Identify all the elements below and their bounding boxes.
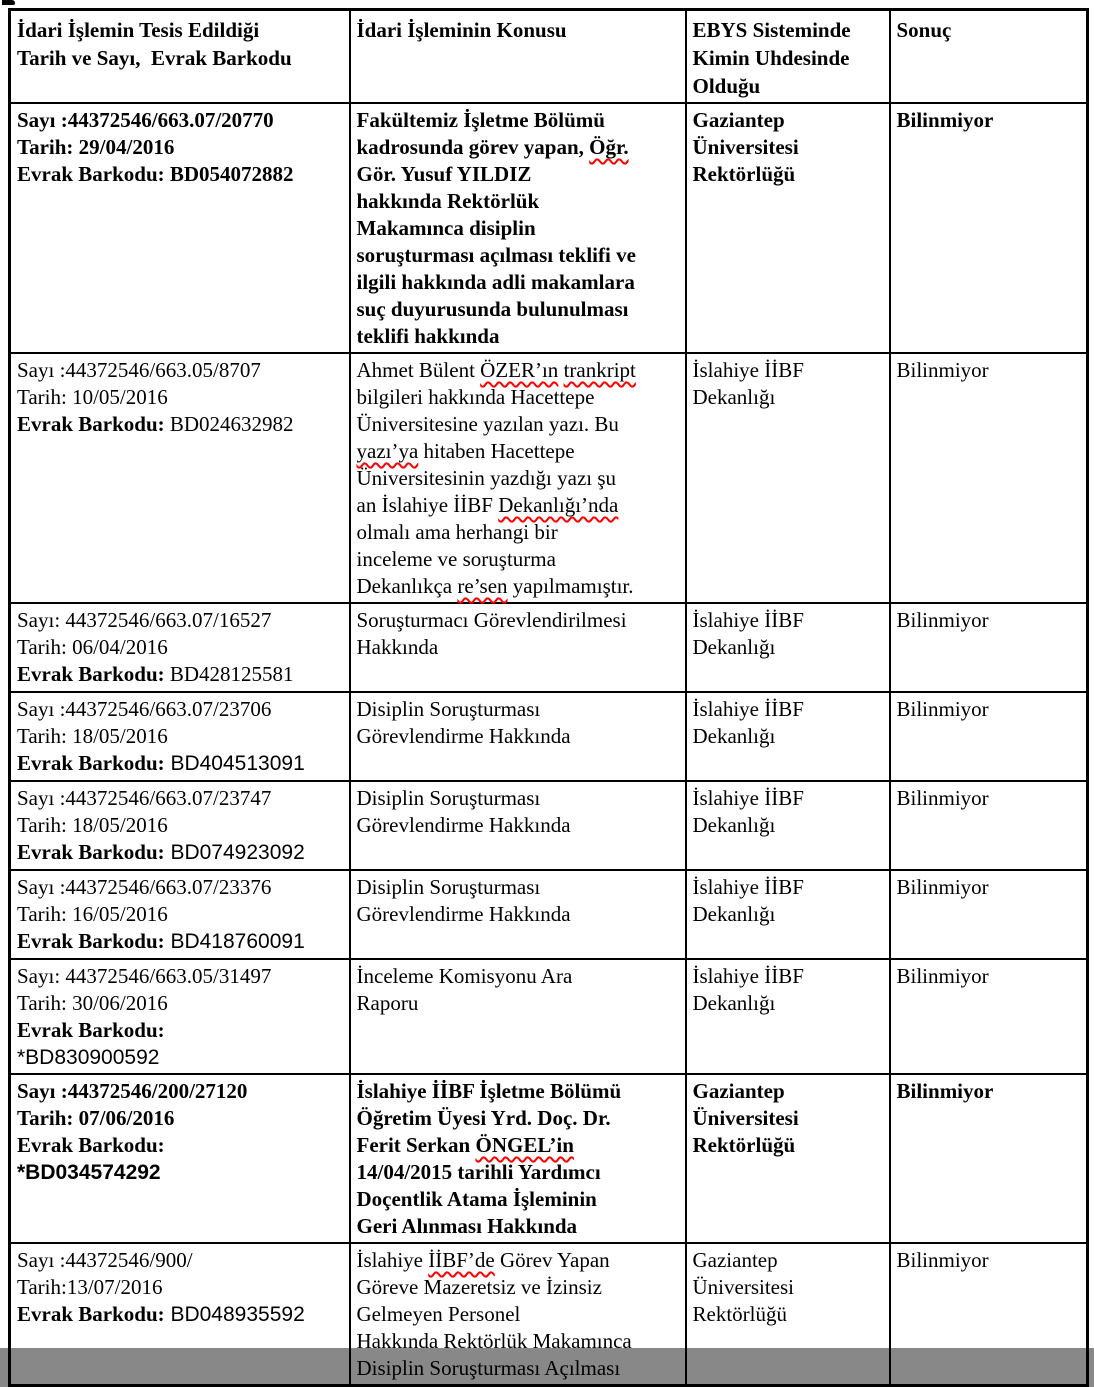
text-line	[357, 1078, 679, 1105]
text-line	[357, 269, 679, 296]
cell-tarih-sayi	[10, 959, 350, 1074]
text-segment: Dekanlığı	[692, 991, 776, 1015]
text-segment: İslahiye İİBF	[692, 358, 804, 382]
text-segment: Gaziantep	[692, 1079, 785, 1103]
text-line	[17, 411, 343, 438]
text-segment: Soruşturmacı Görevlendirilmesi	[356, 608, 627, 632]
text-segment: Bilinmiyor	[896, 358, 989, 382]
text-segment: BD024632982	[164, 412, 294, 436]
text-line	[693, 161, 883, 188]
text-line	[693, 1105, 883, 1132]
text-line	[897, 874, 1081, 901]
text-segment: Sayı :44372546/663.05/8707	[17, 358, 261, 382]
spellcheck-squiggle-text: re’sen	[457, 574, 508, 598]
text-line	[17, 1274, 343, 1301]
text-segment: 14/04/2015 tarihli Yardımcı	[356, 1160, 601, 1184]
text-segment: Makamınca disiplin	[356, 216, 536, 240]
text-line	[357, 723, 679, 750]
table-row	[10, 870, 1088, 959]
table-row	[10, 103, 1088, 353]
text-segment: Bilinmiyor	[896, 1248, 989, 1272]
text-segment: Sayı :44372546/200/27120	[17, 1079, 248, 1103]
text-segment: ilgili hakkında adli makamlara	[356, 270, 635, 294]
text-line	[897, 696, 1081, 723]
table-row	[10, 1074, 1088, 1243]
text-segment: yapılmamıştır.	[507, 574, 634, 598]
cell-konu	[350, 103, 686, 353]
text-segment: Geri Alınması Hakkında	[356, 1214, 578, 1238]
table-row	[10, 353, 1088, 603]
table-row	[10, 603, 1088, 692]
text-segment: İslahiye İİBF	[692, 875, 804, 899]
spellcheck-squiggle-text: trankript	[563, 358, 636, 382]
text-segment: Gelmeyen Personel	[356, 1302, 521, 1326]
table-row	[10, 692, 1088, 781]
text-segment: *BD830900592	[17, 1046, 160, 1069]
text-segment: Tarih: 18/05/2016	[17, 724, 168, 748]
cell-tarih-sayi	[10, 603, 350, 692]
text-line	[897, 785, 1081, 812]
text-line	[17, 812, 343, 839]
text-line	[357, 546, 679, 573]
text-segment: Tarih: 10/05/2016	[17, 385, 168, 409]
text-segment: hakkında Rektörlük	[356, 189, 540, 213]
column-header-tarih-sayi	[10, 10, 350, 104]
text-line	[693, 607, 883, 634]
cell-tarih-sayi	[10, 692, 350, 781]
text-line	[693, 785, 883, 812]
text-segment: Tarih: 30/06/2016	[17, 991, 168, 1015]
text-line	[357, 1301, 679, 1328]
table-header	[10, 10, 1088, 104]
text-segment: suç duyurusunda bulunulması	[356, 297, 629, 321]
table-row	[10, 959, 1088, 1074]
header-row	[10, 10, 1088, 104]
text-segment: Sayı :44372546/663.07/23706	[17, 697, 272, 721]
text-segment: İslahiye	[356, 1248, 429, 1272]
text-segment: Üniversitesinin yazdığı yazı şu	[356, 466, 617, 490]
text-line	[357, 323, 679, 350]
text-segment: Sonuç	[896, 18, 952, 42]
text-segment: Doçentlik Atama İşleminin	[356, 1187, 597, 1211]
text-line	[17, 1105, 343, 1132]
text-line	[17, 134, 343, 161]
text-segment: Sayı :44372546/663.07/23747	[17, 786, 272, 810]
text-line	[357, 492, 679, 519]
cell-tarih-sayi	[10, 353, 350, 603]
text-segment: Bilinmiyor	[896, 697, 989, 721]
text-segment: Evrak Barkodu:	[17, 751, 165, 775]
text-segment: Gaziantep	[692, 1248, 778, 1272]
table-row	[10, 781, 1088, 870]
text-segment: Evrak Barkodu:	[17, 1133, 165, 1157]
text-segment: Dekanlığı	[692, 724, 776, 748]
text-line	[357, 215, 679, 242]
text-segment: İslahiye İİBF	[692, 964, 804, 988]
cell-uhdesinde	[686, 781, 890, 870]
text-segment: Evrak Barkodu:	[17, 1302, 165, 1326]
text-line	[357, 16, 679, 44]
text-line	[693, 963, 883, 990]
cell-uhdesinde	[686, 1243, 890, 1386]
table-body	[10, 103, 1088, 1386]
text-segment: Üniversitesine yazılan yazı. Bu	[356, 412, 619, 436]
text-line	[357, 519, 679, 546]
text-line	[17, 161, 343, 188]
text-segment: İdari İşleminin Konusu	[356, 18, 567, 42]
text-segment: BD404513091	[164, 752, 305, 775]
text-line	[357, 1355, 679, 1382]
text-line	[17, 1301, 343, 1328]
cell-sonuc	[890, 692, 1088, 781]
text-line	[17, 723, 343, 750]
cell-konu	[350, 353, 686, 603]
spellcheck-squiggle-text: ÖNGEL’in	[475, 1133, 574, 1157]
text-line	[357, 696, 679, 723]
text-line	[357, 785, 679, 812]
text-line	[357, 296, 679, 323]
text-segment: teklifi hakkında	[356, 324, 500, 348]
text-segment: Tarih: 29/04/2016	[17, 135, 175, 159]
text-segment: İdari İşlemin Tesis Edildiği	[17, 18, 260, 42]
cell-konu	[350, 603, 686, 692]
text-line	[897, 607, 1081, 634]
text-line	[17, 1078, 343, 1105]
cell-konu	[350, 959, 686, 1074]
text-segment: Rektörlüğü	[692, 1133, 796, 1157]
text-segment: Göreve Mazeretsiz ve İzinsiz	[356, 1275, 602, 1299]
cell-sonuc	[890, 1243, 1088, 1386]
text-line	[17, 901, 343, 928]
text-segment: Kimin Uhdesinde	[692, 46, 850, 70]
text-segment: Sayı :44372546/663.07/20770	[17, 108, 274, 132]
text-segment: olmalı ama herhangi bir	[356, 520, 558, 544]
text-line	[17, 1159, 343, 1186]
text-line	[357, 1247, 679, 1274]
column-header-uhdesinde	[686, 10, 890, 104]
cell-sonuc	[890, 353, 1088, 603]
text-segment: Rektörlüğü	[692, 162, 796, 186]
text-line	[357, 1328, 679, 1355]
text-line	[357, 607, 679, 634]
text-line	[693, 1132, 883, 1159]
text-line	[693, 990, 883, 1017]
text-line	[693, 357, 883, 384]
text-line	[17, 785, 343, 812]
text-segment: Bilinmiyor	[896, 875, 989, 899]
text-line	[17, 384, 343, 411]
text-segment: Dekanlıkça	[356, 574, 458, 598]
text-segment: Disiplin Soruşturması	[356, 697, 541, 721]
text-segment: Evrak Barkodu:	[17, 662, 165, 686]
text-segment: Dekanlığı	[692, 635, 776, 659]
text-segment: İslahiye İİBF	[692, 786, 804, 810]
text-segment: Gaziantep	[692, 108, 785, 132]
cell-sonuc	[890, 870, 1088, 959]
text-segment: Disiplin Soruşturması Açılması	[356, 1356, 621, 1380]
text-segment: Tarih: 18/05/2016	[17, 813, 168, 837]
text-line	[357, 357, 679, 384]
text-line	[357, 107, 679, 134]
cell-tarih-sayi	[10, 1243, 350, 1386]
column-header-konu	[350, 10, 686, 104]
text-segment: Hakkında	[356, 635, 439, 659]
text-segment: Dekanlığı	[692, 813, 776, 837]
text-segment: Fakültemiz İşletme Bölümü	[356, 108, 605, 132]
cell-sonuc	[890, 781, 1088, 870]
text-segment: Üniversitesi	[692, 1106, 799, 1130]
text-line	[17, 107, 343, 134]
text-line	[357, 411, 679, 438]
text-line	[693, 1247, 883, 1274]
text-segment: Hakkında Rektörlük Makamınca	[356, 1329, 632, 1353]
text-line	[897, 107, 1081, 134]
text-line	[17, 750, 343, 777]
text-segment: Dekanlığı	[692, 385, 776, 409]
text-line	[693, 16, 883, 44]
cell-uhdesinde	[686, 692, 890, 781]
scan-artifact	[2, 0, 15, 5]
text-line	[693, 696, 883, 723]
text-segment: an İslahiye İİBF	[356, 493, 499, 517]
text-line	[357, 1274, 679, 1301]
text-segment: inceleme ve soruşturma	[356, 547, 556, 571]
spellcheck-squiggle-text: yazı’ya	[356, 439, 419, 463]
text-segment: BD048935592	[164, 1303, 305, 1326]
text-segment: Tarih:13/07/2016	[17, 1275, 163, 1299]
spellcheck-squiggle-text: ÖZER’ın	[480, 358, 559, 382]
text-segment: Sayı: 44372546/663.05/31497	[17, 964, 272, 988]
text-line	[357, 963, 679, 990]
spellcheck-squiggle-text: Öğr.	[589, 135, 629, 159]
text-line	[357, 812, 679, 839]
text-line	[357, 384, 679, 411]
text-line	[17, 1132, 343, 1159]
cell-tarih-sayi	[10, 103, 350, 353]
text-line	[357, 1132, 679, 1159]
text-segment: Dekanlığı	[692, 902, 776, 926]
text-line	[357, 634, 679, 661]
cell-sonuc	[890, 1074, 1088, 1243]
text-line	[17, 1044, 343, 1071]
text-line	[17, 16, 343, 44]
cell-sonuc	[890, 103, 1088, 353]
text-line	[357, 134, 679, 161]
text-line	[897, 357, 1081, 384]
text-segment: BD428125581	[164, 662, 294, 686]
text-line	[357, 874, 679, 901]
text-line	[357, 1105, 679, 1132]
text-line	[357, 438, 679, 465]
text-segment: Evrak Barkodu:	[17, 840, 165, 864]
cell-konu	[350, 1074, 686, 1243]
text-segment: Tarih: 06/04/2016	[17, 635, 168, 659]
text-segment: Üniversitesi	[692, 135, 799, 159]
column-header-sonuc	[890, 10, 1088, 104]
cell-konu	[350, 1243, 686, 1386]
text-segment: İslahiye İİBF	[692, 608, 804, 632]
text-line	[17, 928, 343, 955]
text-segment: Bilinmiyor	[896, 964, 989, 988]
text-line	[17, 839, 343, 866]
text-line	[693, 874, 883, 901]
document-table	[8, 8, 1089, 1387]
text-segment: Evrak Barkodu: BD054072882	[17, 162, 294, 186]
text-segment: Görev Yapan	[494, 1248, 610, 1272]
text-segment: Görevlendirme Hakkında	[356, 813, 571, 837]
cell-tarih-sayi	[10, 870, 350, 959]
cell-uhdesinde	[686, 959, 890, 1074]
text-segment: Evrak Barkodu:	[17, 412, 165, 436]
text-segment: Öğretim Üyesi Yrd. Doç. Dr.	[356, 1106, 611, 1130]
text-line	[357, 1159, 679, 1186]
text-line	[693, 72, 883, 100]
text-line	[897, 963, 1081, 990]
text-segment: Üniversitesi	[692, 1275, 794, 1299]
text-segment: Raporu	[356, 991, 419, 1015]
text-segment: Tarih: 16/05/2016	[17, 902, 168, 926]
cell-sonuc	[890, 959, 1088, 1074]
text-segment: Sayı :44372546/663.07/23376	[17, 875, 272, 899]
text-segment: Görevlendirme Hakkında	[356, 724, 571, 748]
text-segment: Sayı :44372546/900/	[17, 1248, 193, 1272]
text-line	[357, 1213, 679, 1240]
cell-tarih-sayi	[10, 1074, 350, 1243]
text-segment: soruşturması açılması teklifi ve	[356, 243, 636, 267]
text-line	[693, 134, 883, 161]
text-line	[357, 1186, 679, 1213]
text-segment: Görevlendirme Hakkında	[356, 902, 571, 926]
text-segment: Disiplin Soruşturması	[356, 786, 541, 810]
text-line	[693, 634, 883, 661]
text-segment: hitaben Hacettepe	[418, 439, 575, 463]
text-line	[17, 44, 343, 72]
text-segment: Tarih: 07/06/2016	[17, 1106, 175, 1130]
text-segment: İnceleme Komisyonu Ara	[356, 964, 573, 988]
text-line	[897, 16, 1081, 44]
text-segment: *BD034574292	[17, 1161, 161, 1184]
text-segment: Olduğu	[692, 74, 761, 98]
text-segment: Tarih ve Sayı, Evrak Barkodu	[17, 46, 292, 70]
text-segment: Ferit Serkan	[356, 1133, 476, 1157]
text-segment: Rektörlüğü	[692, 1302, 787, 1326]
text-segment: Bilinmiyor	[896, 608, 989, 632]
text-line	[17, 661, 343, 688]
text-line	[693, 384, 883, 411]
text-line	[17, 874, 343, 901]
cell-konu	[350, 781, 686, 870]
text-line	[357, 188, 679, 215]
text-line	[17, 1017, 343, 1044]
text-segment: Bilinmiyor	[896, 1079, 994, 1103]
text-line	[693, 723, 883, 750]
text-segment: EBYS Sisteminde	[692, 18, 851, 42]
text-segment: Disiplin Soruşturması	[356, 875, 541, 899]
text-segment: Sayı: 44372546/663.07/16527	[17, 608, 272, 632]
text-line	[693, 107, 883, 134]
text-segment: BD418760091	[164, 930, 305, 953]
cell-sonuc	[890, 603, 1088, 692]
spellcheck-squiggle-text: İİBF’de	[428, 1248, 495, 1272]
cell-uhdesinde	[686, 870, 890, 959]
text-line	[357, 161, 679, 188]
text-line	[693, 1301, 883, 1328]
text-segment: bilgileri hakkında Hacettepe	[356, 385, 595, 409]
text-segment: Evrak Barkodu:	[17, 929, 165, 953]
text-line	[357, 573, 679, 600]
text-line	[897, 1247, 1081, 1274]
cell-konu	[350, 692, 686, 781]
text-line	[693, 1078, 883, 1105]
text-segment: Gör. Yusuf YILDIZ	[356, 162, 532, 186]
text-line	[357, 901, 679, 928]
text-line	[17, 357, 343, 384]
cell-tarih-sayi	[10, 781, 350, 870]
text-segment: BD074923092	[164, 841, 305, 864]
cell-konu	[350, 870, 686, 959]
text-line	[17, 990, 343, 1017]
table-row	[10, 1243, 1088, 1386]
text-line	[17, 634, 343, 661]
text-segment: Bilinmiyor	[896, 786, 989, 810]
text-segment: Evrak Barkodu:	[17, 1018, 165, 1042]
text-line	[693, 1274, 883, 1301]
text-line	[357, 242, 679, 269]
spellcheck-squiggle-text: Dekanlığı’nda	[498, 493, 619, 517]
text-segment: kadrosunda görev yapan,	[356, 135, 590, 159]
cell-uhdesinde	[686, 353, 890, 603]
text-line	[693, 812, 883, 839]
text-line	[693, 901, 883, 928]
text-line	[17, 963, 343, 990]
cell-uhdesinde	[686, 1074, 890, 1243]
text-line	[357, 990, 679, 1017]
text-line	[357, 465, 679, 492]
text-line	[17, 607, 343, 634]
text-segment: Ahmet Bülent	[356, 358, 481, 382]
text-segment: Bilinmiyor	[896, 108, 994, 132]
text-line	[17, 696, 343, 723]
cell-uhdesinde	[686, 603, 890, 692]
text-line	[693, 44, 883, 72]
text-segment: İslahiye İİBF	[692, 697, 804, 721]
text-segment: İslahiye İİBF İşletme Bölümü	[356, 1079, 622, 1103]
cell-uhdesinde	[686, 103, 890, 353]
text-line	[17, 1247, 343, 1274]
text-line	[897, 1078, 1081, 1105]
